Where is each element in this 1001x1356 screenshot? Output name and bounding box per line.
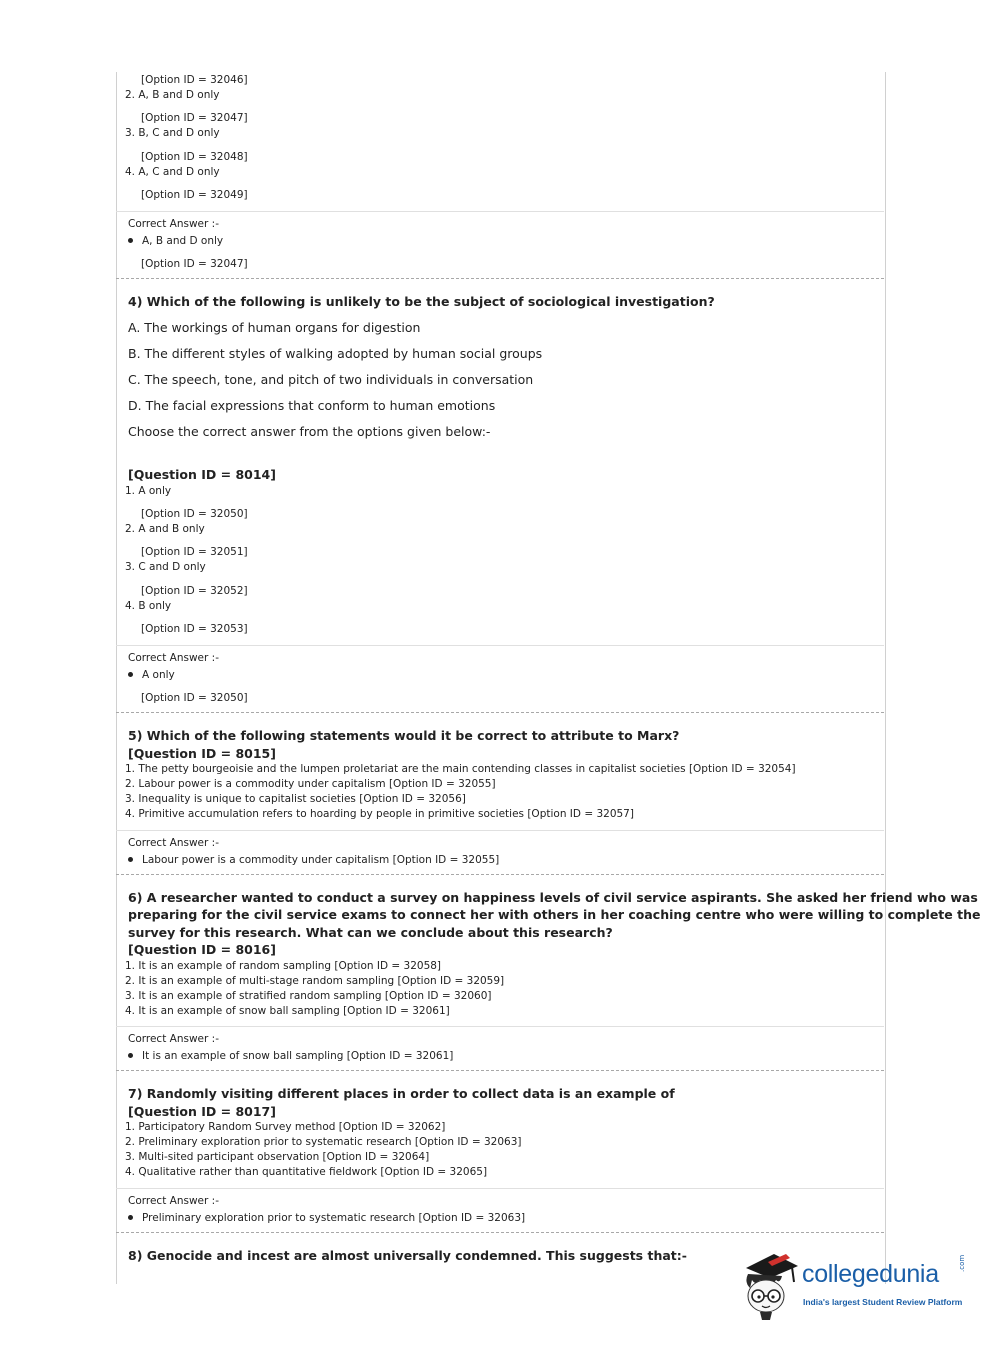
q5-option1: 1. The petty bourgeoisie and the lumpen proletariat are the main contending classes in capitalist societies [Option ID = 32054]: [125, 763, 796, 775]
q7-option2: 2. Preliminary exploration prior to systematic research [Option ID = 32063]: [125, 1136, 522, 1148]
q6-question-line1: 6) A researcher wanted to conduct a survey on happiness levels of civil service aspirants. She asked her friend who was: [128, 890, 978, 905]
bullet-icon: [128, 1053, 133, 1058]
q4-option2-id: [Option ID = 32051]: [141, 546, 248, 558]
divider: [116, 211, 884, 212]
q7-correct-label: Correct Answer :-: [128, 1195, 219, 1207]
logo-wordmark: collegedunia: [802, 1260, 939, 1288]
bullet-icon: [128, 1215, 133, 1220]
q4-option2: 2. A and B only: [125, 523, 205, 535]
question-separator: [116, 874, 884, 875]
q5-option4: 4. Primitive accumulation refers to hoarding by people in primitive societies [Option ID = 32057]: [125, 808, 634, 820]
q6-correct-label: Correct Answer :-: [128, 1033, 219, 1045]
q5-question-id: [Question ID = 8015]: [128, 746, 276, 761]
q7-correct-answer: Preliminary exploration prior to systematic research [Option ID = 32063]: [128, 1212, 525, 1224]
bullet-icon: [128, 857, 133, 862]
q3-option2: 2. A, B and D only: [125, 89, 220, 101]
q5-correct-answer: Labour power is a commodity under capitalism [Option ID = 32055]: [128, 854, 499, 866]
q7-option1: 1. Participatory Random Survey method [Option ID = 32062]: [125, 1121, 446, 1133]
q4-instruction: Choose the correct answer from the options given below:-: [128, 424, 491, 439]
logo-tagline: India's largest Student Review Platform: [803, 1297, 963, 1307]
q4-statement-c: C. The speech, tone, and pitch of two individuals in conversation: [128, 372, 534, 387]
q4-option4: 4. B only: [125, 600, 172, 612]
q4-option1-id: [Option ID = 32050]: [141, 508, 248, 520]
question-separator: [116, 278, 884, 279]
q4-question-id: [Question ID = 8014]: [128, 467, 276, 482]
q4-statement-d: D. The facial expressions that conform to human emotions: [128, 398, 496, 413]
q7-option3: 3. Multi-sited participant observation [Option ID = 32064]: [125, 1151, 430, 1163]
q4-option3: 3. C and D only: [125, 561, 206, 573]
q3-option1-id: [Option ID = 32046]: [141, 74, 248, 86]
q3-option3-id: [Option ID = 32048]: [141, 151, 248, 163]
q3-option3: 3. B, C and D only: [125, 127, 220, 139]
q5-question: 5) Which of the following statements would it be correct to attribute to Marx?: [128, 728, 680, 743]
q4-question: 4) Which of the following is unlikely to be the subject of sociological investigation?: [128, 294, 715, 309]
bullet-icon: [128, 672, 133, 677]
q6-option3: 3. It is an example of stratified random sampling [Option ID = 32060]: [125, 990, 492, 1002]
q3-option4: 4. A, C and D only: [125, 166, 220, 178]
q3-option2-id: [Option ID = 32047]: [141, 112, 248, 124]
q6-option1: 1. It is an example of random sampling [Option ID = 32058]: [125, 960, 442, 972]
q8-question: 8) Genocide and incest are almost universally condemned. This suggests that:-: [128, 1248, 687, 1263]
q6-question-line2: preparing for the civil service exams to connect her with others in her coaching centre who were willing to complete the: [128, 907, 981, 922]
question-separator: [116, 712, 884, 713]
q6-question-id: [Question ID = 8016]: [128, 942, 276, 957]
q4-option3-id: [Option ID = 32052]: [141, 585, 248, 597]
q7-option4: 4. Qualitative rather than quantitative fieldwork [Option ID = 32065]: [125, 1166, 488, 1178]
q5-option3: 3. Inequality is unique to capitalist societies [Option ID = 32056]: [125, 793, 466, 805]
q3-option4-id: [Option ID = 32049]: [141, 189, 248, 201]
q7-question: 7) Randomly visiting different places in order to collect data is an example of: [128, 1086, 675, 1101]
q6-option4: 4. It is an example of snow ball sampling [Option ID = 32061]: [125, 1005, 450, 1017]
q5-correct-label: Correct Answer :-: [128, 837, 219, 849]
q4-statement-a: A. The workings of human organs for digestion: [128, 320, 421, 335]
divider: [116, 1026, 884, 1027]
divider: [116, 645, 884, 646]
q4-option1: 1. A only: [125, 485, 172, 497]
q4-option4-id: [Option ID = 32053]: [141, 623, 248, 635]
question-paper-frame: [116, 72, 886, 1284]
q6-correct-answer: It is an example of snow ball sampling [Option ID = 32061]: [128, 1050, 453, 1062]
q3-correct-answer: A, B and D only: [128, 235, 223, 247]
divider: [116, 830, 884, 831]
q6-question-line3: survey for this research. What can we conclude about this research?: [128, 925, 613, 940]
question-separator: [116, 1070, 884, 1071]
logo-com: .com: [958, 1254, 966, 1272]
q7-question-id: [Question ID = 8017]: [128, 1104, 276, 1119]
q3-correct-label: Correct Answer :-: [128, 218, 219, 230]
question-separator: [116, 1232, 884, 1233]
bullet-icon: [128, 238, 133, 243]
q4-correct-id: [Option ID = 32050]: [141, 692, 248, 704]
divider: [116, 1188, 884, 1189]
q4-correct-answer: A only: [128, 669, 175, 681]
q4-statement-b: B. The different styles of walking adopted by human social groups: [128, 346, 543, 361]
q4-correct-label: Correct Answer :-: [128, 652, 219, 664]
q5-option2: 2. Labour power is a commodity under capitalism [Option ID = 32055]: [125, 778, 496, 790]
student-mascot-icon: [740, 1250, 802, 1320]
q3-correct-id: [Option ID = 32047]: [141, 258, 248, 270]
collegedunia-logo[interactable]: [740, 1250, 970, 1320]
q6-option2: 2. It is an example of multi-stage random sampling [Option ID = 32059]: [125, 975, 505, 987]
